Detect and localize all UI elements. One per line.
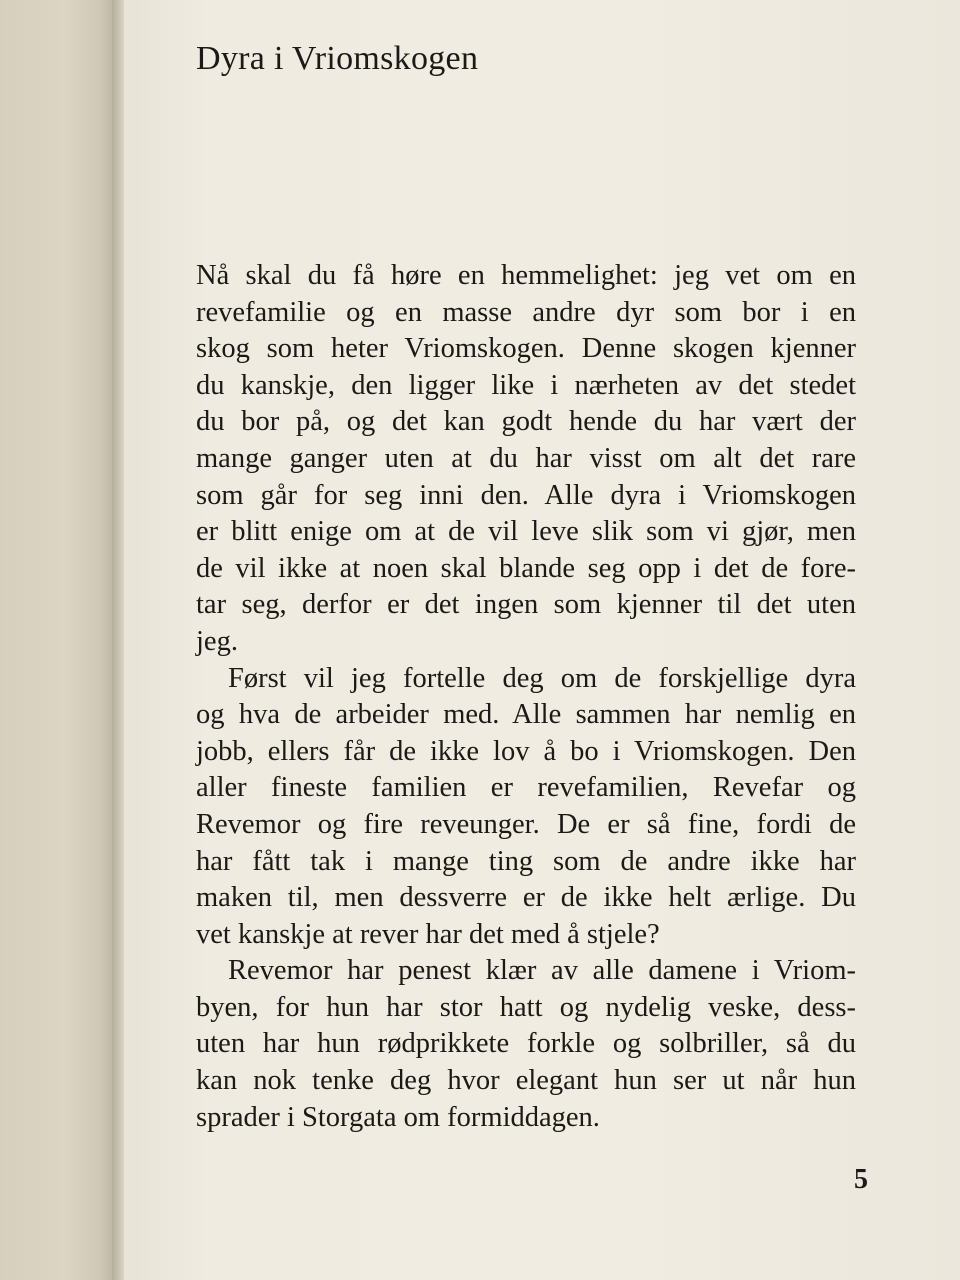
body-text	[196, 258, 856, 1136]
text-line: kan nok tenke deg hvor elegant hun ser ut når hun	[196, 1065, 856, 1097]
paragraph-2	[196, 661, 856, 954]
text-line: de vil ikke at noen skal blande seg opp i det de fore-	[196, 552, 856, 584]
text-line: skog som heter Vriomskogen. Denne skogen kjenner	[196, 333, 856, 365]
text-line: aller fineste familien er revefamilien, Revefar og	[196, 772, 856, 804]
text-line: Nå skal du få høre en hemmelighet: jeg vet om en	[196, 260, 856, 291]
text-line: jeg.	[196, 625, 238, 657]
text-line: du kanskje, den ligger like i nærheten av det stedet	[196, 369, 856, 401]
text-line: uten har hun rødprikkete forkle og solbriller, så du	[196, 1028, 856, 1060]
text-line: mange ganger uten at du har visst om alt det rare	[196, 442, 856, 474]
text-line: sprader i Storgata om formiddagen.	[196, 1101, 600, 1133]
previous-page-edge	[0, 0, 118, 1280]
text-line: maken til, men dessverre er de ikke helt ærlige. Du	[196, 882, 856, 914]
text-line: revefamilie og en masse andre dyr som bor i en	[196, 296, 856, 328]
text-line: som går for seg inni den. Alle dyra i Vriomskogen	[196, 479, 856, 511]
text-line: jobb, ellers får de ikke lov å bo i Vriomskogen. Den	[196, 735, 856, 767]
text-line: vet kanskje at rever har det med å stjele?	[196, 918, 660, 950]
text-line: tar seg, derfor er det ingen som kjenner til det uten	[196, 589, 856, 621]
text-line: er blitt enige om at de vil leve slik som vi gjør, men	[196, 516, 856, 548]
paragraph-1	[196, 258, 856, 661]
text-line: og hva de arbeider med. Alle sammen har nemlig en	[196, 699, 856, 731]
text-line: har fått tak i mange ting som de andre ikke har	[196, 845, 856, 877]
text-line: du bor på, og det kan godt hende du har vært der	[196, 406, 856, 438]
text-line: Revemor og fire reveunger. De er så fine, fordi de	[196, 808, 856, 840]
book-page	[124, 0, 960, 1280]
chapter-title: Dyra i Vriomskogen	[196, 40, 479, 77]
text-line: Revemor har penest klær av alle damene i Vriom-	[228, 955, 856, 987]
text-line: byen, for hun har stor hatt og nydelig veske, dess-	[196, 991, 856, 1023]
page-number: 5	[854, 1164, 868, 1195]
text-line: Først vil jeg fortelle deg om de forskjellige dyra	[228, 662, 856, 694]
paragraph-3	[196, 953, 856, 1136]
